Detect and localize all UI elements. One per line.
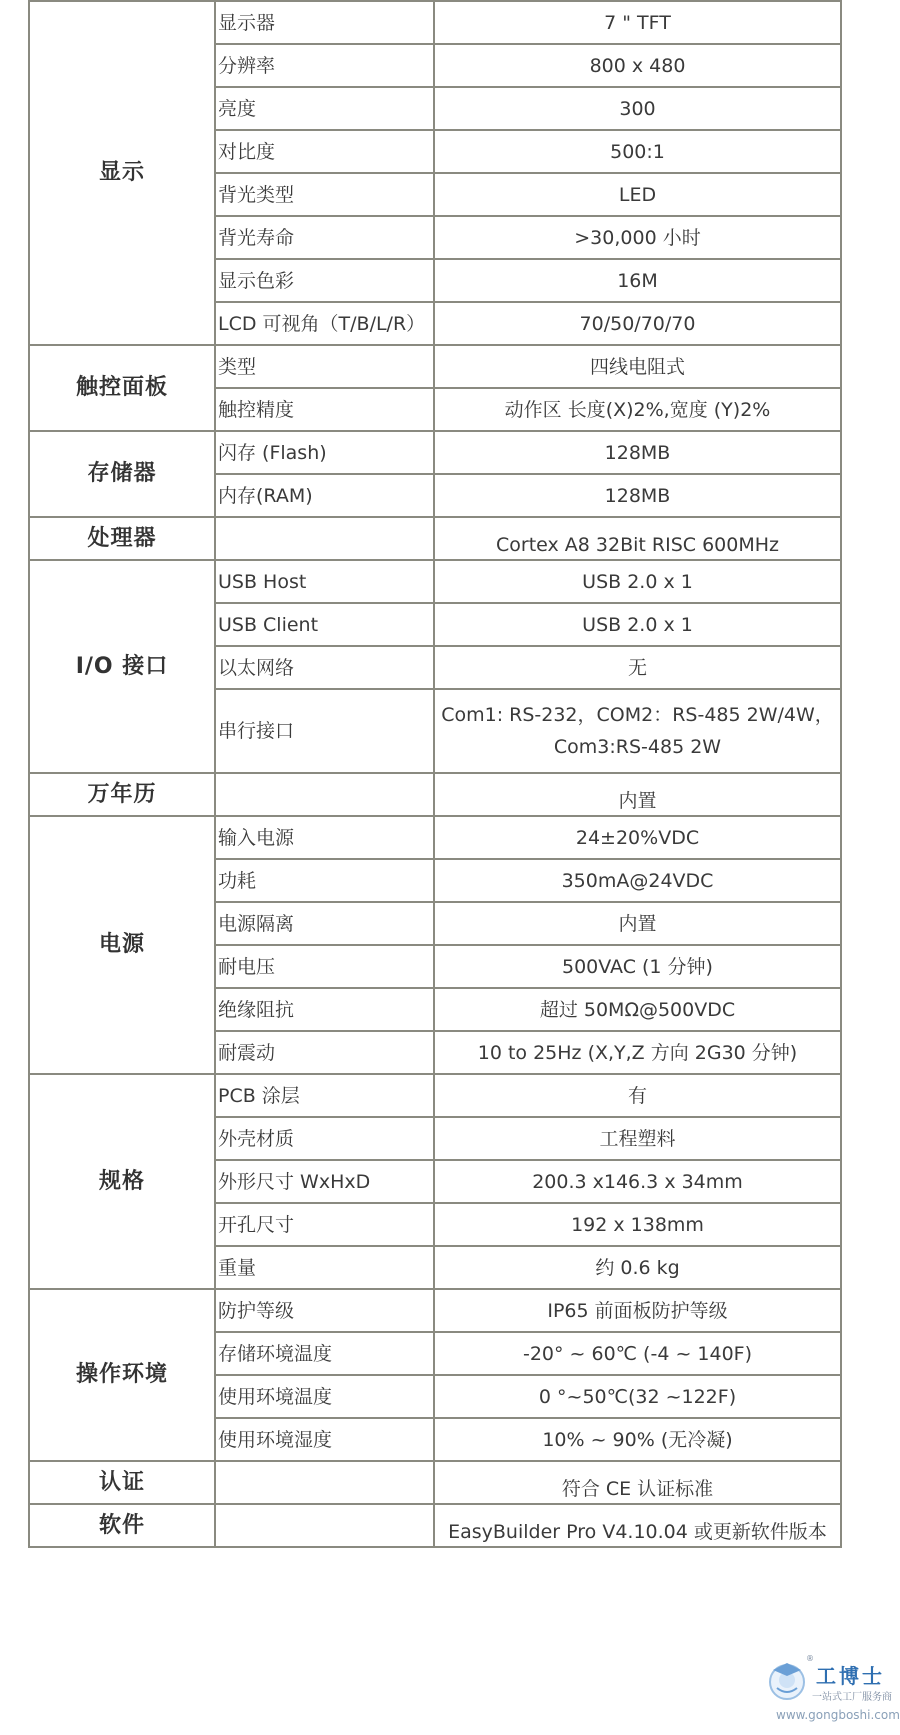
- spec-label: 防护等级: [215, 1289, 434, 1332]
- spec-label: 外壳材质: [215, 1117, 434, 1160]
- spec-row: [29, 431, 841, 474]
- spec-label: 存储环境温度: [215, 1332, 434, 1375]
- spec-category: 存储器: [29, 431, 215, 517]
- spec-row: [29, 1, 841, 44]
- registered-mark: ®: [806, 1654, 814, 1663]
- spec-value: 350mA@24VDC: [434, 859, 841, 902]
- spec-label: 功耗: [215, 859, 434, 902]
- spec-value: [434, 689, 841, 773]
- spec-value: -20° ~ 60℃ (-4 ~ 140F): [434, 1332, 841, 1375]
- spec-value: 7 " TFT: [434, 1, 841, 44]
- spec-label: 分辨率: [215, 44, 434, 87]
- spec-label: 输入电源: [215, 816, 434, 859]
- spec-value: LED: [434, 173, 841, 216]
- spec-category: 操作环境: [29, 1289, 215, 1461]
- spec-value: 10 to 25Hz (X,Y,Z 方向 2G30 分钟): [434, 1031, 841, 1074]
- spec-label: 开孔尺寸: [215, 1203, 434, 1246]
- spec-value: 无: [434, 646, 841, 689]
- spec-label: 亮度: [215, 87, 434, 130]
- spec-value: 128MB: [434, 474, 841, 517]
- spec-value: 超过 50MΩ@500VDC: [434, 988, 841, 1031]
- spec-row: [29, 560, 841, 603]
- spec-value: Cortex A8 32Bit RISC 600MHz: [434, 517, 841, 560]
- watermark-url: www.gongboshi.com: [776, 1708, 900, 1722]
- spec-value: 24±20%VDC: [434, 816, 841, 859]
- spec-label: 类型: [215, 345, 434, 388]
- spec-value: 70/50/70/70: [434, 302, 841, 345]
- spec-label: [215, 1504, 434, 1547]
- spec-row: [29, 816, 841, 859]
- spec-label: 耐震动: [215, 1031, 434, 1074]
- spec-value: 内置: [434, 902, 841, 945]
- spec-label: 重量: [215, 1246, 434, 1289]
- spec-label: 显示器: [215, 1, 434, 44]
- watermark-brand-name: 工博士: [816, 1664, 885, 1688]
- spec-value: 0 °~50℃(32 ~122F): [434, 1375, 841, 1418]
- spec-row: [29, 1504, 841, 1547]
- spec-label: 电源隔离: [215, 902, 434, 945]
- spec-value: 300: [434, 87, 841, 130]
- spec-value: 内置: [434, 773, 841, 816]
- spec-label: 使用环境温度: [215, 1375, 434, 1418]
- spec-value: IP65 前面板防护等级: [434, 1289, 841, 1332]
- spec-value: 500:1: [434, 130, 841, 173]
- spec-value: USB 2.0 x 1: [434, 560, 841, 603]
- spec-value: >30,000 小时: [434, 216, 841, 259]
- spec-value: 192 x 138mm: [434, 1203, 841, 1246]
- spec-value: 符合 CE 认证标准: [434, 1461, 841, 1504]
- spec-category: 电源: [29, 816, 215, 1074]
- spec-label: 内存(RAM): [215, 474, 434, 517]
- spec-value-line: Com3:RS-485 2W: [553, 736, 722, 758]
- spec-row: [29, 1289, 841, 1332]
- spec-label: 以太网络: [215, 646, 434, 689]
- spec-value: EasyBuilder Pro V4.10.04 或更新软件版本: [434, 1504, 841, 1547]
- spec-label: 使用环境湿度: [215, 1418, 434, 1461]
- spec-value: 约 0.6 kg: [434, 1246, 841, 1289]
- spec-value: 四线电阻式: [434, 345, 841, 388]
- spec-value: 工程塑料: [434, 1117, 841, 1160]
- spec-label: [215, 517, 434, 560]
- spec-category: 软件: [29, 1504, 215, 1547]
- spec-value: 128MB: [434, 431, 841, 474]
- spec-value: 有: [434, 1074, 841, 1117]
- spec-label: 外形尺寸 WxHxD: [215, 1160, 434, 1203]
- watermark-tagline: 一站式工厂服务商: [812, 1692, 892, 1703]
- spec-label: 显示色彩: [215, 259, 434, 302]
- spec-category: 处理器: [29, 517, 215, 560]
- watermark: [762, 1652, 900, 1732]
- spec-value: 动作区 长度(X)2%,宽度 (Y)2%: [434, 388, 841, 431]
- spec-label: USB Client: [215, 603, 434, 646]
- spec-value: 16M: [434, 259, 841, 302]
- spec-category: 触控面板: [29, 345, 215, 431]
- spec-label: [215, 1461, 434, 1504]
- spec-label: 串行接口: [215, 689, 434, 773]
- spec-value: 10% ~ 90% (无冷凝): [434, 1418, 841, 1461]
- spec-row: [29, 773, 841, 816]
- spec-value: 500VAC (1 分钟): [434, 945, 841, 988]
- spec-table-body: [29, 1, 841, 1547]
- spec-label: 背光寿命: [215, 216, 434, 259]
- spec-category: 显示: [29, 1, 215, 345]
- spec-category: 规格: [29, 1074, 215, 1289]
- spec-row: [29, 517, 841, 560]
- gongboshi-logo-icon: [764, 1656, 810, 1702]
- spec-label: USB Host: [215, 560, 434, 603]
- spec-label: 绝缘阻抗: [215, 988, 434, 1031]
- spec-label: PCB 涂层: [215, 1074, 434, 1117]
- spec-label: 背光类型: [215, 173, 434, 216]
- spec-row: [29, 1074, 841, 1117]
- spec-value-line: Com1: RS-232，COM2：RS-485 2W/4W，: [441, 704, 834, 726]
- spec-category: 认证: [29, 1461, 215, 1504]
- spec-label: LCD 可视角（T/B/L/R）: [215, 302, 434, 345]
- spec-label: 闪存 (Flash): [215, 431, 434, 474]
- spec-row: [29, 1461, 841, 1504]
- spec-label: 耐电压: [215, 945, 434, 988]
- spec-table: [28, 0, 842, 1548]
- spec-value: 200.3 x146.3 x 34mm: [434, 1160, 841, 1203]
- spec-row: [29, 345, 841, 388]
- spec-label: 对比度: [215, 130, 434, 173]
- spec-label: 触控精度: [215, 388, 434, 431]
- spec-label: [215, 773, 434, 816]
- spec-category: I/O 接口: [29, 560, 215, 773]
- spec-value: USB 2.0 x 1: [434, 603, 841, 646]
- spec-category: 万年历: [29, 773, 215, 816]
- spec-value: 800 x 480: [434, 44, 841, 87]
